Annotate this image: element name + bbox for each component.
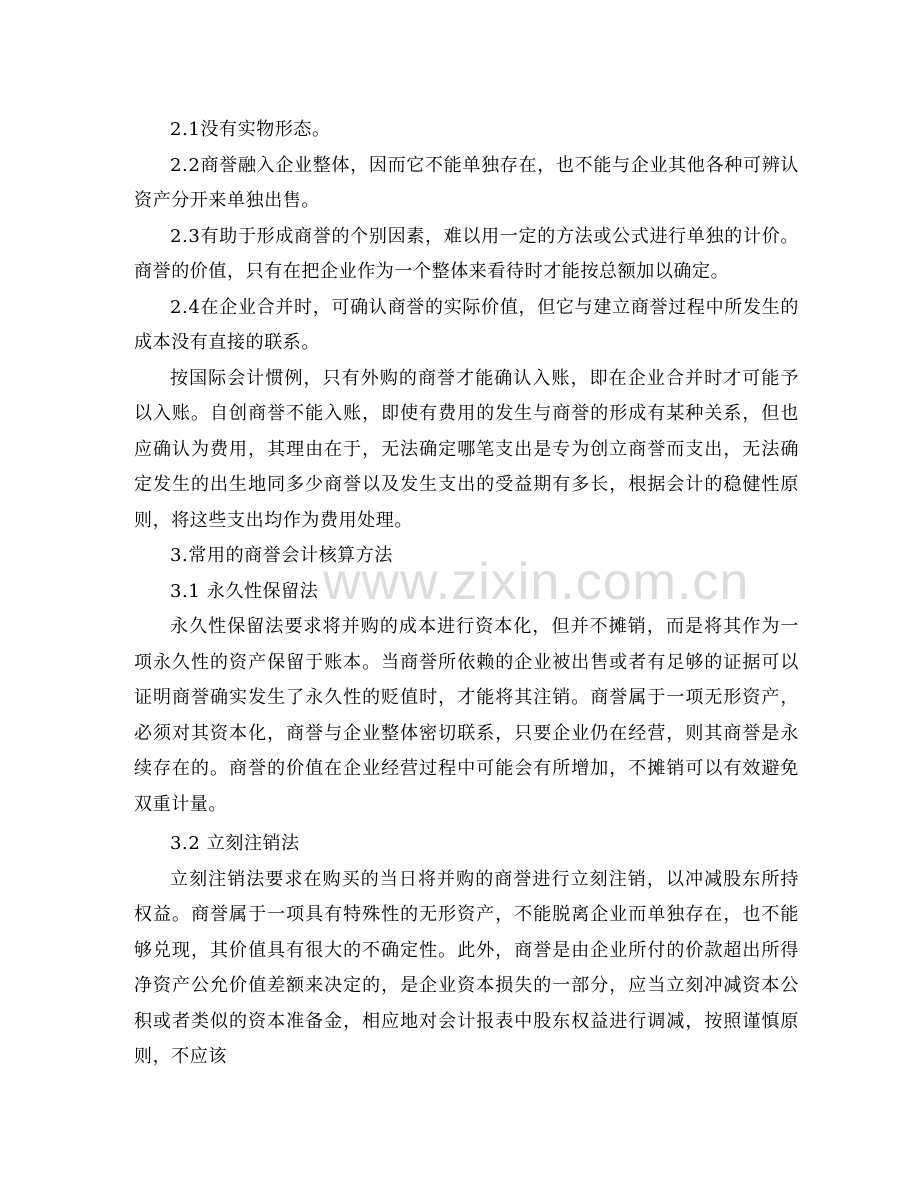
paragraph-2-4: 2.4在企业合并时，可确认商誉的实际价值，但它与建立商誉过程中所发生的成本没有直接的联系。 [134, 296, 799, 353]
paragraph-2-2: 2.2商誉融入企业整体，因而它不能单独存在，也不能与企业其他各种可辨认资产分开来单独出售。 [134, 154, 799, 211]
section-heading-3-1: 3.1 永久性保留法 [170, 580, 319, 602]
paragraph-international-practice: 按国际会计惯例，只有外购的商誉才能确认入账，即在企业合并时才可能予以入账。自创商誉不能入账，即使有费用的发生与商誉的形成有某种关系，但也应确认为费用，其理由在于，无法确定哪笔支出是专为创立商誉而支出，无法确定发生的出生地同多少商誉以及发生支出的受益期有多长，根据会计的稳健性原则，将这些支出均作为费用处理。 [134, 367, 799, 531]
paragraph-permanent-retention: 永久性保留法要求将并购的成本进行资本化，但并不摊销，而是将其作为一项永久性的资产保留于账本。当商誉所依赖的企业被出售或者有足够的证据可以证明商誉确实发生了永久性的贬值时，才能将其注销。商誉属于一项无形资产，必须对其资本化，商誉与企业整体密切联系，只要企业仍在经营，则其商誉是永续存在的。商誉的价值在企业经营过程中可能会有所增加，不摊销可以有效避免双重计量。 [134, 616, 799, 815]
document-body [134, 112, 799, 1075]
section-heading-3: 3.常用的商誉会计核算方法 [170, 545, 393, 566]
paragraph-immediate-writeoff: 立刻注销法要求在购买的当日将并购的商誉进行立刻注销，以冲减股东所持权益。商誉属于一项具有特殊性的无形资产，不能脱离企业而单独存在，也不能够兑现，其价值具有很大的不确定性。此外，商誉是由企业所付的价款超出所得净资产公允价值差额来决定的，是企业资本损失的一部分，应当立刻冲减资本公积或者类似的资本准备金，相应地对会计报表中股东权益进行调减，按照谨慎原则，不应该 [134, 868, 799, 1067]
paragraph-2-3: 2.3有助于形成商誉的个别因素，难以用一定的方法或公式进行单独的计价。商誉的价值，只有在把企业作为一个整体来看待时才能按总额加以确定。 [134, 225, 799, 282]
section-heading-3-2: 3.2 立刻注销法 [170, 833, 300, 854]
paragraph-2-1: 2.1没有实物形态。 [170, 119, 331, 140]
watermark: www.zixin.com.cn [323, 553, 750, 611]
